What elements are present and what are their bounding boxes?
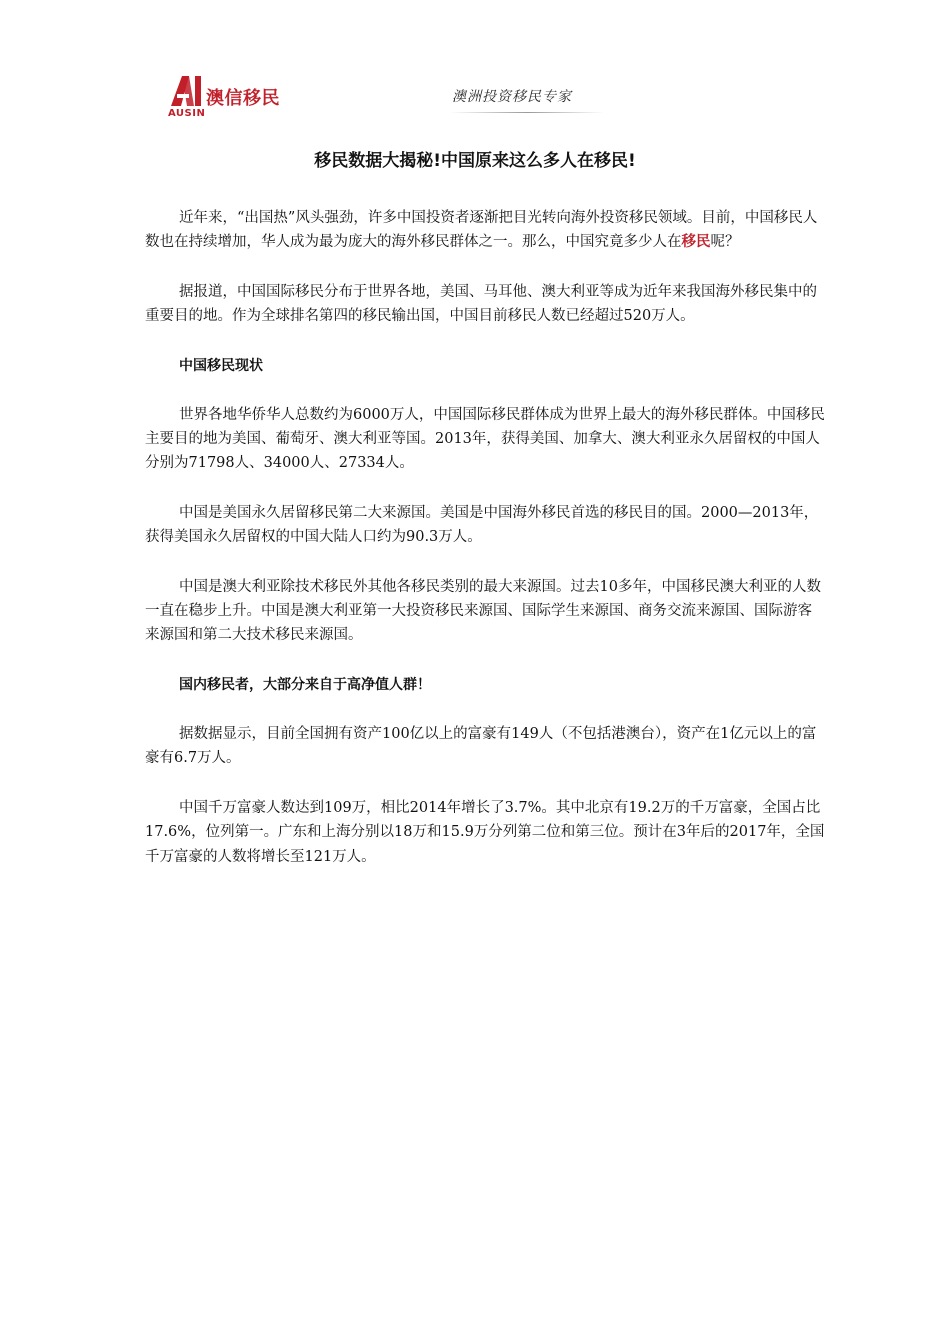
header-slogan: 澳洲投资移民专家 <box>452 89 572 105</box>
paragraph-2: 据报道，中国国际移民分布于世界各地，美国、马耳他、澳大利亚等成为近年来我国海外移民集中的重要目的地。作为全球排名第四的移民输出国，中国目前移民人数已经超过520万人。 <box>145 283 817 325</box>
paragraph-3: 世界各地华侨华人总数约为6000万人，中国国际移民群体成为世界上最大的海外移民群体。中国移民主要目的地为美国、葡萄牙、澳大利亚等国。2013年，获得美国、加拿大、澳大利亚永久居留权的中国人分别为71798人、34000人、27334人。 <box>145 406 825 472</box>
paragraph-1-text-a: 近年来，“出国热”风头强劲，许多中国投资者逐渐把目光转向海外投资移民领域。目前，中国移民人数也在持续增加，华人成为最为庞大的海外移民群体之一。那么，中国究竟多少人在 <box>145 210 818 251</box>
ausin-logo <box>168 72 298 124</box>
logo-sub-text: AUSIN <box>168 108 206 119</box>
paragraph-7: 中国千万富豪人数达到109万，相比2014年增长了3.7%。其中北京有19.2万的千万富豪，全国占比17.6%，位列第一。广东和上海分别以18万和15.9万分列第二位和第三位。预计在3年后的2017年，全国千万富豪的人数将增长至121万人。 <box>145 799 825 865</box>
section-heading-status: 中国移民现状 <box>179 357 263 374</box>
slogan-underline <box>450 112 604 113</box>
article-title: 移民数据大揭秘!中国原来这么多人在移民! <box>314 151 636 171</box>
logo-brand-text: 澳信移民 <box>206 88 280 109</box>
paragraph-1 <box>145 206 825 255</box>
ausin-logo-icon <box>168 72 206 110</box>
paragraph-1-text-b: 呢？ <box>710 234 740 251</box>
immigration-link[interactable]: 移民 <box>681 233 711 251</box>
section-heading-wealthy: 国内移民者，大部分来自于高净值人群！ <box>179 676 431 693</box>
paragraph-5: 中国是澳大利亚除技术移民外其他各移民类别的最大来源国。过去10多年，中国移民澳大利亚的人数一直在稳步上升。中国是澳大利亚第一大投资移民来源国、国际学生来源国、商务交流来源国、国际游客来源国和第二大技术移民来源国。 <box>145 578 821 644</box>
paragraph-6: 据数据显示，目前全国拥有资产100亿以上的富豪有149人（不包括港澳台），资产在1亿元以上的富豪有6.7万人。 <box>145 725 817 767</box>
page-header <box>0 0 950 140</box>
paragraph-4: 中国是美国永久居留移民第二大来源国。美国是中国海外移民首选的移民目的国。2000—2013年，获得美国永久居留权的中国大陆人口约为90.3万人。 <box>145 504 819 546</box>
article-body <box>145 206 825 869</box>
